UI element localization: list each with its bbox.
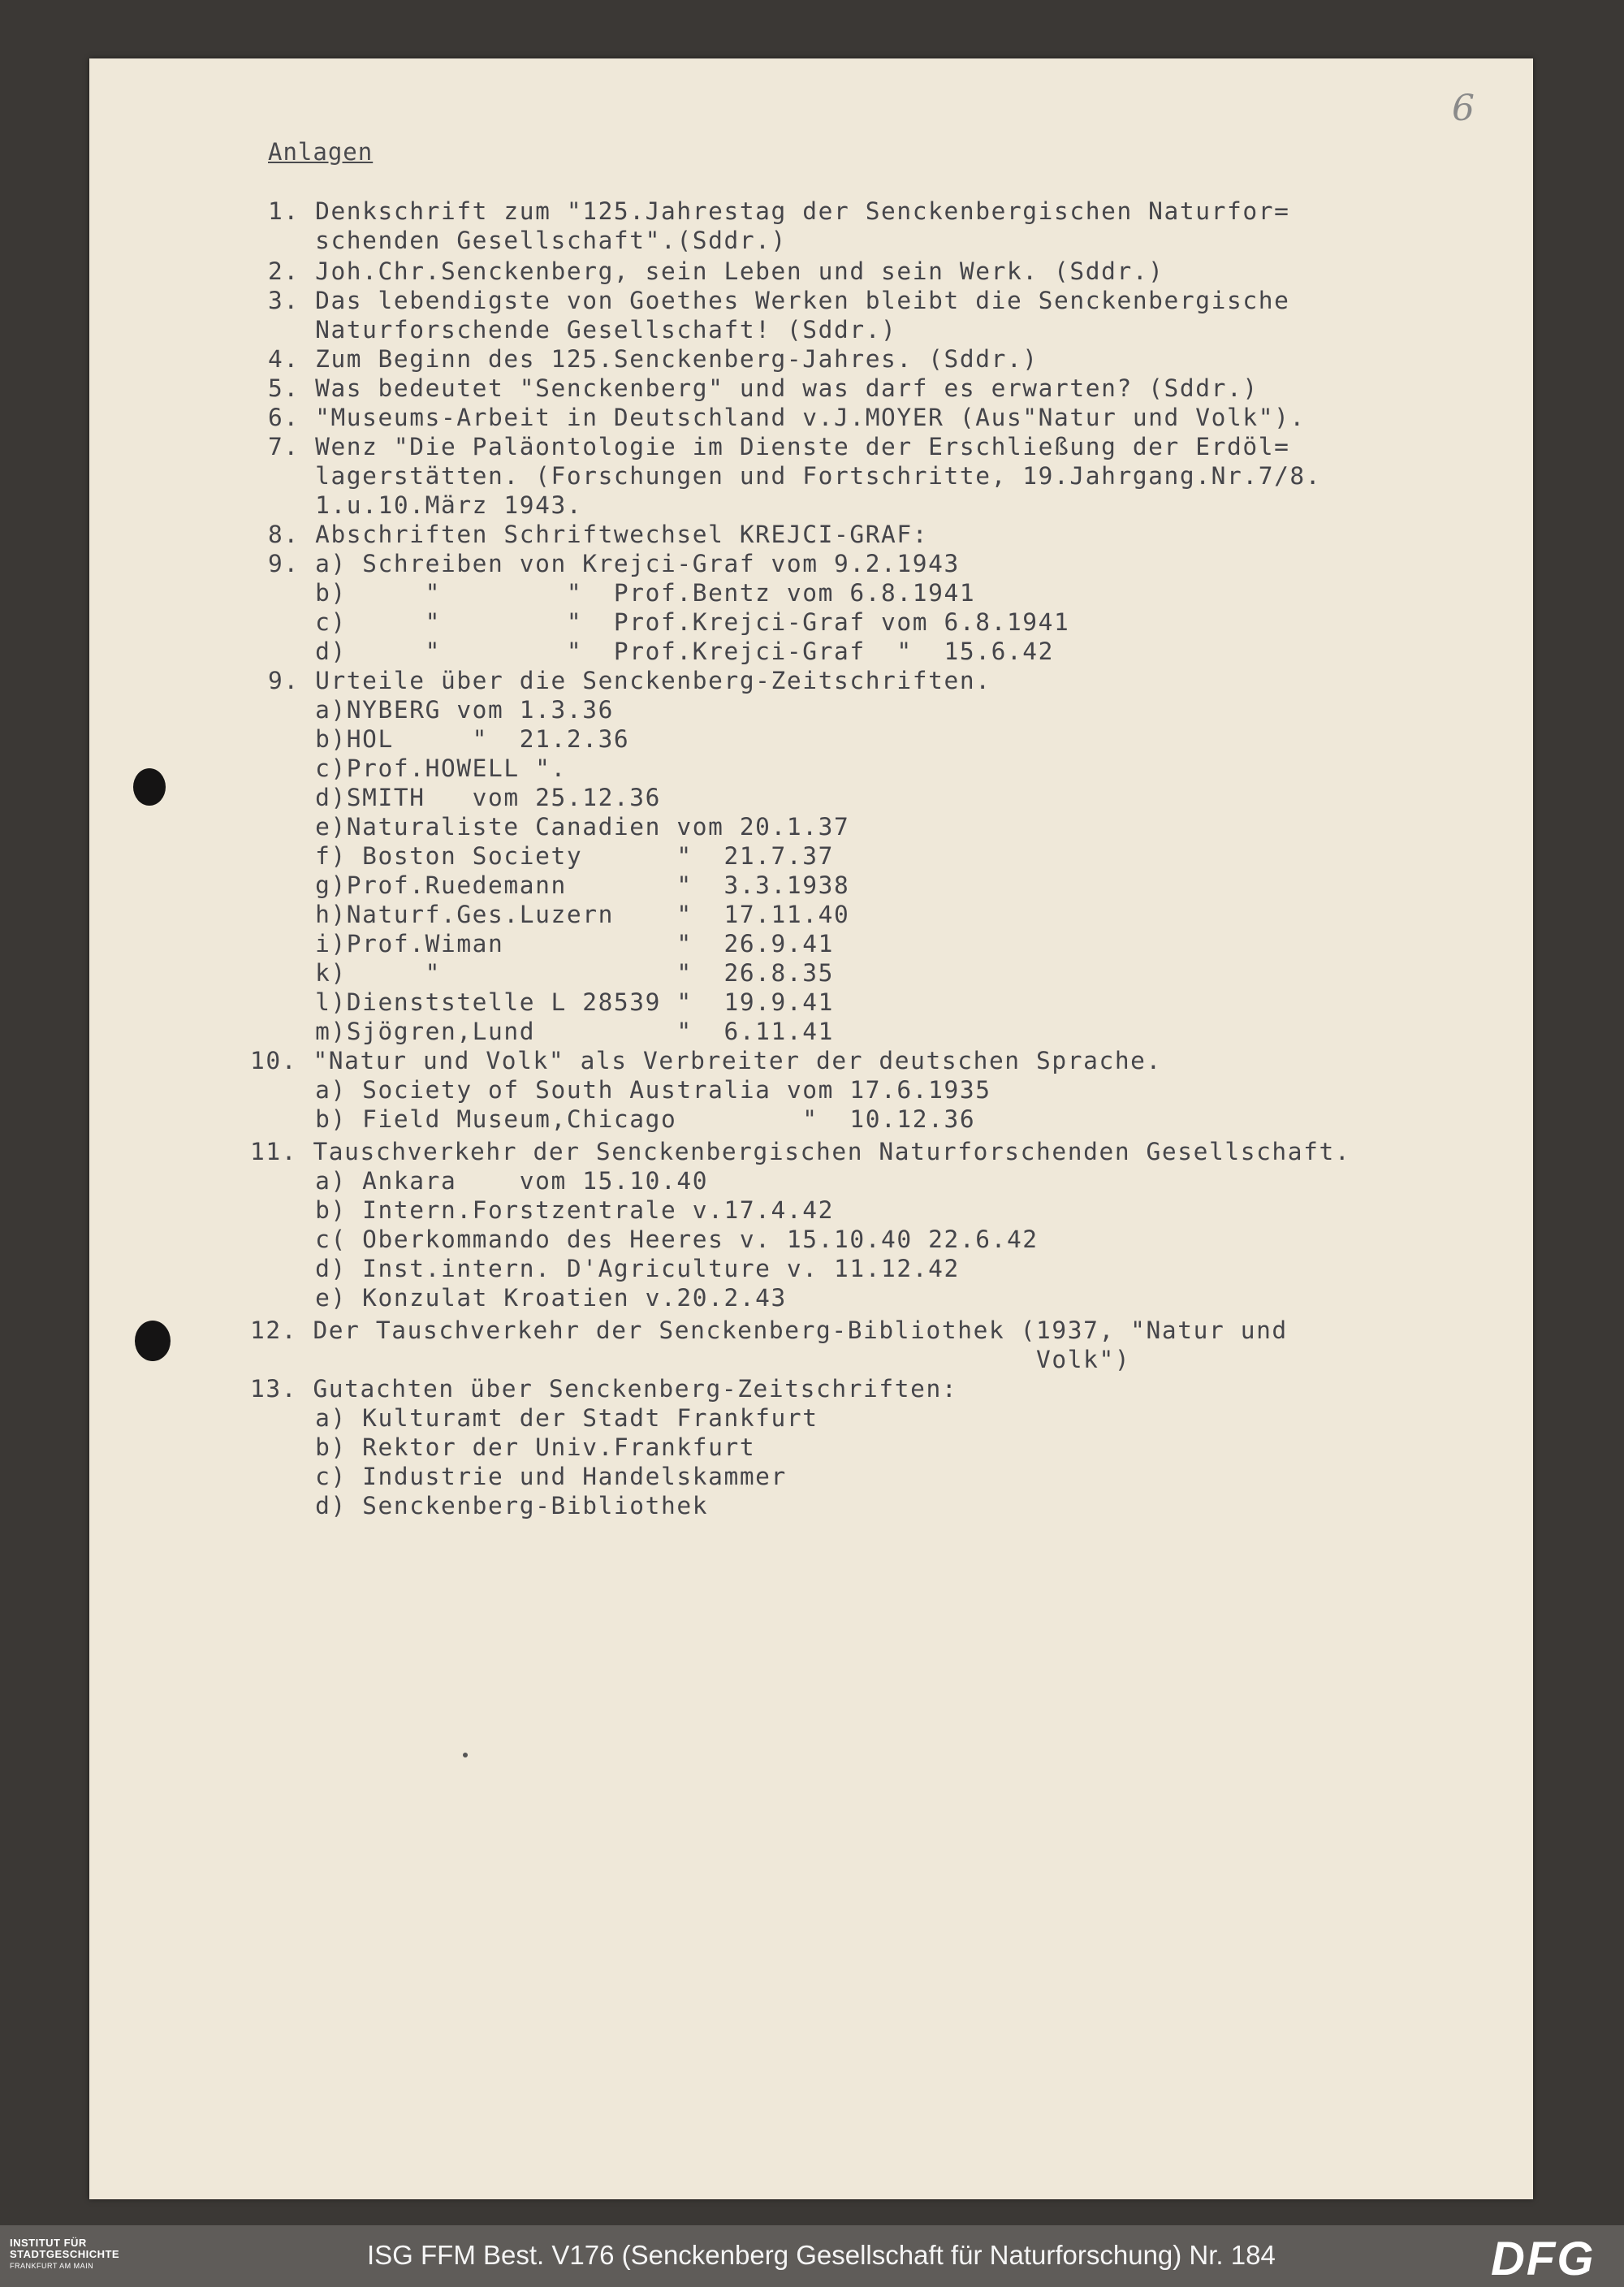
- list-line: a) Ankara vom 15.10.40: [268, 1167, 709, 1195]
- list-line: c) " " Prof.Krejci-Graf vom 6.8.1941: [268, 608, 1070, 636]
- list-line: 1. Denkschrift zum "125.Jahrestag der Senckenbergischen Naturfor=: [268, 197, 1290, 225]
- list-line: b)HOL " 21.2.36: [268, 725, 630, 753]
- list-line: 10. "Natur und Volk" als Verbreiter der deutschen Sprache.: [250, 1047, 1162, 1074]
- document-heading: Anlagen: [268, 138, 374, 166]
- list-line: d) Inst.intern. D'Agriculture v. 11.12.42: [268, 1255, 960, 1282]
- list-line: h)Naturf.Ges.Luzern " 17.11.40: [268, 901, 850, 928]
- list-line: d)SMITH vom 25.12.36: [268, 784, 662, 811]
- institution-line-1: INSTITUT FÜR: [10, 2237, 87, 2249]
- list-line: m)Sjögren,Lund " 6.11.41: [268, 1018, 834, 1045]
- punch-hole-lower: [135, 1321, 171, 1361]
- list-line: a) Kulturamt der Stadt Frankfurt: [268, 1404, 818, 1432]
- list-line: 12. Der Tauschverkehr der Senckenberg-Bibliothek (1937, "Natur und: [250, 1316, 1288, 1344]
- list-line: 4. Zum Beginn des 125.Senckenberg-Jahres. (Sddr.): [268, 345, 1039, 373]
- list-line: e)Naturaliste Canadien vom 20.1.37: [268, 813, 850, 841]
- list-line: b) Field Museum,Chicago " 10.12.36: [268, 1105, 976, 1133]
- list-line: 5. Was bedeutet "Senckenberg" und was darf es erwarten? (Sddr.): [268, 374, 1259, 402]
- list-line: a) Society of South Australia vom 17.6.1935: [268, 1076, 991, 1104]
- stray-mark: [463, 1753, 468, 1757]
- list-line: a)NYBERG vom 1.3.36: [268, 696, 614, 724]
- page-number: 6: [1452, 88, 1475, 129]
- list-line: 8. Abschriften Schriftwechsel KREJCI-GRAF:: [268, 521, 929, 548]
- list-line: k) " " 26.8.35: [268, 959, 834, 987]
- list-line: 9. Urteile über die Senckenberg-Zeitschriften.: [268, 667, 991, 694]
- archive-caption: ISG FFM Best. V176 (Senckenberg Gesellschaft für Naturforschung) Nr. 184: [367, 2240, 1276, 2270]
- institution-line-3: FRANKFURT AM MAIN: [10, 2262, 94, 2270]
- list-line: 13. Gutachten über Senckenberg-Zeitschriften:: [250, 1375, 958, 1403]
- list-line: f) Boston Society " 21.7.37: [268, 842, 834, 870]
- list-line: 9. a) Schreiben von Krejci-Graf vom 9.2.1943: [268, 550, 960, 577]
- list-line: e) Konzulat Kroatien v.20.2.43: [268, 1284, 787, 1312]
- list-line: c) Industrie und Handelskammer: [268, 1463, 787, 1490]
- list-line: lagerstätten. (Forschungen und Fortschritte, 19.Jahrgang.Nr.7/8.: [268, 462, 1322, 490]
- list-line: l)Dienststelle L 28539 " 19.9.41: [268, 988, 834, 1016]
- list-line: 3. Das lebendigste von Goethes Werken bleibt die Senckenbergische: [268, 287, 1290, 314]
- list-line: b) Rektor der Univ.Frankfurt: [268, 1433, 756, 1461]
- footer-bar: [0, 2225, 1624, 2287]
- list-line: Naturforschende Gesellschaft! (Sddr.): [268, 316, 897, 344]
- list-line: c)Prof.HOWELL ".: [268, 754, 567, 782]
- list-line: 2. Joh.Chr.Senckenberg, sein Leben und sein Werk. (Sddr.): [268, 257, 1164, 285]
- list-line: c( Oberkommando des Heeres v. 15.10.40 22.6.42: [268, 1226, 1039, 1253]
- list-line: schenden Gesellschaft".(Sddr.): [268, 227, 787, 254]
- list-line: i)Prof.Wiman " 26.9.41: [268, 930, 834, 958]
- list-line: Volk"): [250, 1346, 1131, 1373]
- list-line: g)Prof.Ruedemann " 3.3.1938: [268, 871, 850, 899]
- list-line: d) Senckenberg-Bibliothek: [268, 1492, 709, 1520]
- punch-hole-upper: [133, 768, 166, 806]
- list-line: 6. "Museums-Arbeit in Deutschland v.J.MOYER (Aus"Natur und Volk").: [268, 404, 1306, 431]
- list-line: 1.u.10.März 1943.: [268, 491, 583, 519]
- dfg-logo: DFG: [1491, 2233, 1596, 2285]
- list-line: 7. Wenz "Die Paläontologie im Dienste der Erschließung der Erdöl=: [268, 433, 1290, 460]
- list-line: d) " " Prof.Krejci-Graf " 15.6.42: [268, 638, 1055, 665]
- list-line: 11. Tauschverkehr der Senckenbergischen Naturforschenden Gesellschaft.: [250, 1138, 1351, 1165]
- list-line: b) Intern.Forstzentrale v.17.4.42: [268, 1196, 834, 1224]
- institution-line-2: STADTGESCHICHTE: [10, 2248, 120, 2260]
- list-line: b) " " Prof.Bentz vom 6.8.1941: [268, 579, 976, 607]
- institution-logo: [10, 2237, 119, 2272]
